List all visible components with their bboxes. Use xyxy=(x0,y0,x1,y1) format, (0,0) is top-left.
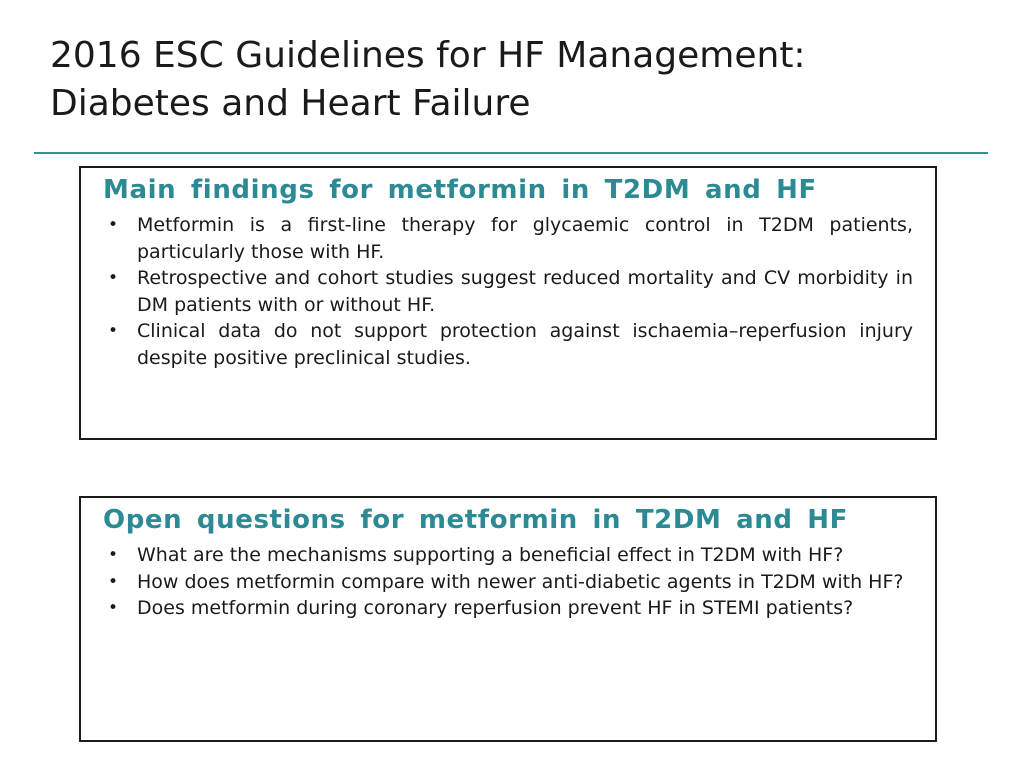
slide-title-line-1: 2016 ESC Guidelines for HF Management: xyxy=(50,35,806,76)
list-item-text: Does metformin during coronary reperfusion prevent HF in STEMI patients? xyxy=(137,597,854,619)
open-questions-heading: Open questions for metformin in T2DM and HF xyxy=(103,505,848,535)
slide-title xyxy=(50,32,990,128)
main-findings-list xyxy=(103,212,913,371)
open-questions-box xyxy=(79,496,937,742)
main-findings-heading: Main findings for metformin in T2DM and HF xyxy=(103,175,817,205)
bullet-icon: • xyxy=(108,571,119,592)
list-item-text: Clinical data do not support protection against ischaemia–reperfusion injury despite positive preclinical studies. xyxy=(137,320,913,369)
slide-title-line-2: Diabetes and Heart Failure xyxy=(50,83,531,124)
title-divider xyxy=(34,152,988,154)
list-item xyxy=(103,212,913,265)
bullet-icon: • xyxy=(108,545,119,565)
list-item-text: How does metformin compare with newer anti-diabetic agents in T2DM with HF? xyxy=(137,570,904,593)
list-item xyxy=(103,318,913,371)
list-item xyxy=(103,595,913,622)
bullet-icon: • xyxy=(108,268,119,288)
list-item-text: Retrospective and cohort studies suggest reduced mortality and CV morbidity in DM patients with or without HF. xyxy=(137,267,913,316)
bullet-icon: • xyxy=(108,598,119,618)
main-findings-box xyxy=(79,166,937,440)
list-item-text: What are the mechanisms supporting a beneficial effect in T2DM with HF? xyxy=(137,544,844,566)
list-item xyxy=(103,569,913,596)
list-item-text: Metformin is a first-line therapy for glycaemic control in T2DM patients, particularly those with HF. xyxy=(137,214,913,263)
open-questions-list xyxy=(103,542,913,622)
list-item xyxy=(103,265,913,318)
bullet-icon: • xyxy=(108,215,119,235)
bullet-icon: • xyxy=(108,321,119,341)
list-item xyxy=(103,542,913,569)
